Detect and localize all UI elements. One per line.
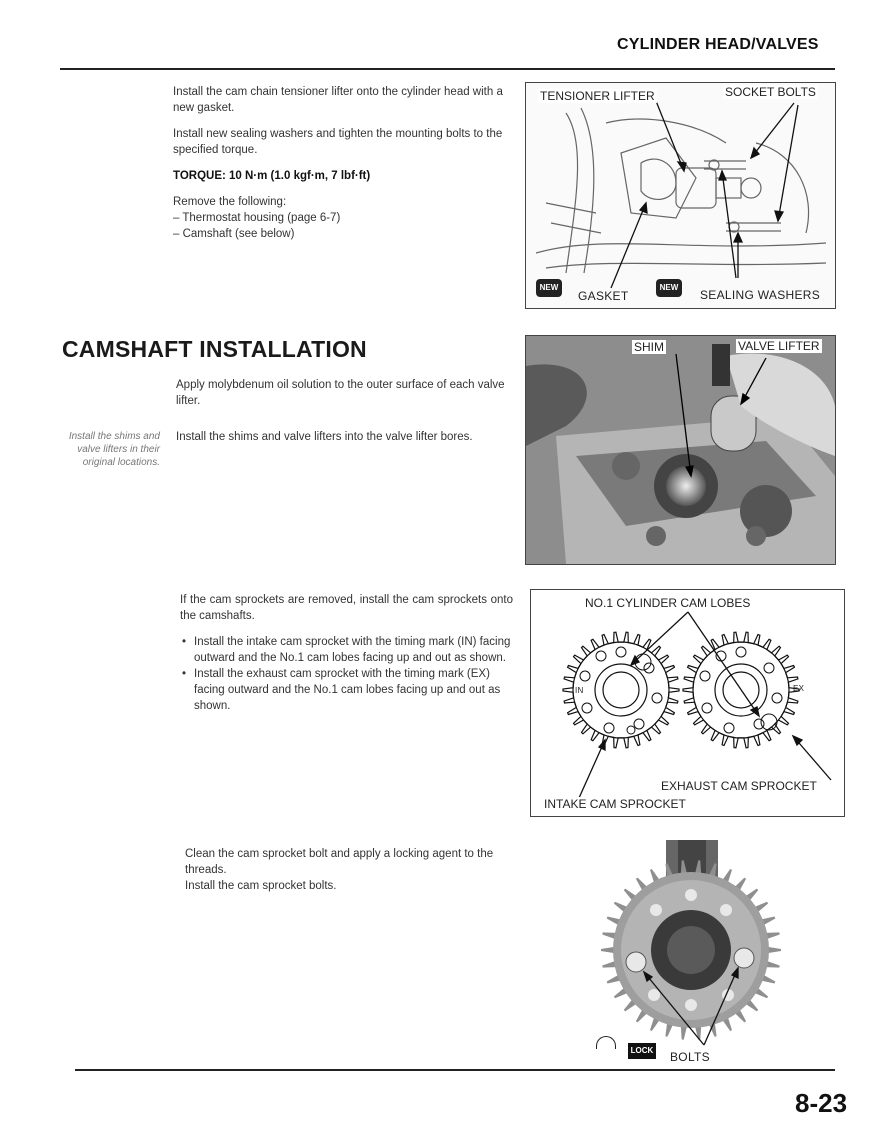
remove-item: – Camshaft (see below) xyxy=(173,228,295,240)
sprocket-instructions xyxy=(180,592,513,714)
remove-item: – Thermostat housing (page 6-7) xyxy=(173,212,341,224)
torque-spec: TORQUE: 10 N·m (1.0 kgf·m, 7 lbf·ft) xyxy=(173,170,371,182)
paragraph: Apply molybdenum oil solution to the outer surface of each valve lifter. xyxy=(176,379,505,407)
intake-sprocket-label: INTAKE CAM SPROCKET xyxy=(544,797,686,811)
socket-bolts-label: SOCKET BOLTS xyxy=(725,85,816,99)
locking-agent-icon: LOCK xyxy=(628,1043,656,1059)
cam-sprockets-figure xyxy=(530,589,845,817)
paragraph: Install new sealing washers and tighten the mounting bolts to the specified torque. xyxy=(173,128,503,156)
exhaust-sprocket-label: EXHAUST CAM SPROCKET xyxy=(661,779,817,793)
shim-valve-lifter-photo xyxy=(525,335,836,565)
footer-rule xyxy=(75,1069,835,1071)
page-header-title: CYLINDER HEAD/VALVES xyxy=(617,36,819,53)
list-item: • Install the exhaust cam sprocket with the timing mark (EX) facing outward and the No.1 cam lobes facing up and out as shown. xyxy=(194,666,513,714)
gasket-label: GASKET xyxy=(578,289,629,303)
sprocket-bolts-photo xyxy=(596,840,786,1070)
cam-lobes-label: NO.1 CYLINDER CAM LOBES xyxy=(585,596,751,610)
lock-arc-icon xyxy=(596,1036,616,1049)
paragraph: Install the cam chain tensioner lifter onto the cylinder head with a new gasket. xyxy=(173,86,503,114)
bolts-label: BOLTS xyxy=(670,1050,710,1064)
in-timing-mark: IN xyxy=(575,686,584,695)
list-item: • Install the intake cam sprocket with the timing mark (IN) facing outward and the No.1 cam lobes facing up and out as shown. xyxy=(194,634,513,666)
sealing-washers-label: SEALING WASHERS xyxy=(700,288,821,302)
paragraph: Install the cam sprocket bolts. xyxy=(185,880,337,892)
new-part-icon: NEW xyxy=(656,279,682,297)
new-part-icon: NEW xyxy=(536,279,562,297)
paragraph: Install the shims and valve lifters into the valve lifter bores. xyxy=(176,431,473,443)
page-number: 8-23 xyxy=(795,1088,848,1118)
header-rule xyxy=(60,68,835,70)
side-note: Install the shims and valve lifters in their original locations. xyxy=(68,431,160,468)
tensioner-lifter-drawing xyxy=(526,83,835,308)
paragraph: If the cam sprockets are removed, install the cam sprockets onto the camshafts. xyxy=(180,594,513,622)
paragraph: Clean the cam sprocket bolt and apply a locking agent to the threads. xyxy=(185,848,494,876)
sprocket-photo-drawing xyxy=(596,840,786,1070)
valve-lifter-instructions xyxy=(176,377,511,455)
ex-timing-mark: EX xyxy=(793,684,805,693)
sprocket-bullet-list xyxy=(180,634,513,714)
tensioner-lifter-label: TENSIONER LIFTER xyxy=(540,89,655,103)
tensioner-lifter-figure xyxy=(525,82,836,309)
remove-intro: Remove the following: xyxy=(173,196,287,208)
section-title: CAMSHAFT INSTALLATION xyxy=(62,336,367,362)
tensioner-instructions xyxy=(173,84,508,242)
shim-photo-drawing xyxy=(526,336,835,564)
bolt-instructions xyxy=(185,846,520,894)
valve-lifter-label: VALVE LIFTER xyxy=(738,339,820,353)
shim-label: SHIM xyxy=(634,340,664,354)
